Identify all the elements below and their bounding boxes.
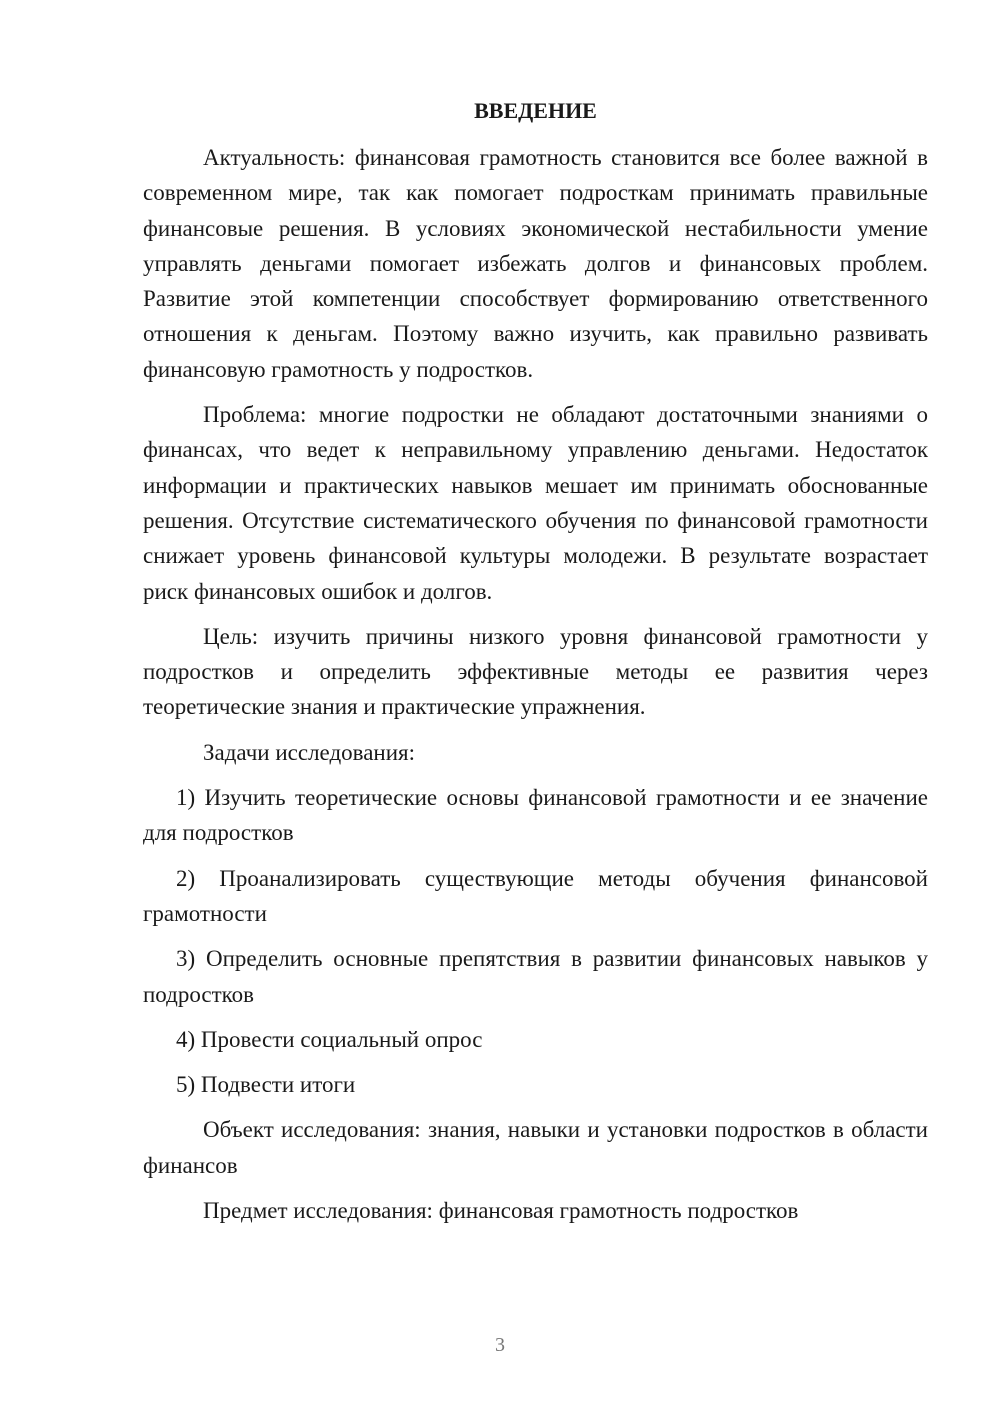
subject-paragraph: Предмет исследования: финансовая грамотность подростков (203, 1198, 799, 1224)
page-number: 3 (495, 1334, 505, 1356)
problem-paragraph: Проблема: многие подростки не обладают достаточными знаниями о финансах, что ведет к неправильному управлению деньгами. Недостаток информации и практических навыков мешает им принимать обоснованные решения. Отсутствие систематического обучения по финансовой грамотности снижает уровень финансовой культуры молодежи. В результате возрастает риск финансовых ошибок и долгов. (143, 402, 928, 604)
task-item-2: 2) Проанализировать существующие методы обучения финансовой грамотности (143, 865, 928, 926)
task-item-1: 1) Изучить теоретические основы финансовой грамотности и ее значение для подростков (143, 785, 928, 846)
tasks-title: Задачи исследования: (203, 739, 416, 765)
relevance-paragraph: Актуальность: финансовая грамотность становится все более важной в современном мире, так как помогает подросткам принимать правильные финансовые решения. В условиях экономической нестабильности умение управлять деньгами помогает избежать долгов и финансовых проблем. Развитие этой компетенции способствует формированию ответственного отношения к деньгам. Поэтому важно изучить, как правильно развивать финансовую грамотность у подростков. (143, 145, 928, 382)
task-item-3: 3) Определить основные препятствия в развитии финансовых навыков у подростков (143, 946, 928, 1007)
goal-paragraph: Цель: изучить причины низкого уровня финансовой грамотности у подростков и определить эффективные методы ее развития через теоретические знания и практические упражнения. (143, 623, 928, 720)
task-item-4: 4) Провести социальный опрос (176, 1026, 483, 1052)
task-item-5: 5) Подвести итоги (176, 1072, 356, 1098)
page-title: ВВЕДЕНИЕ (474, 98, 597, 123)
document-page (143, 96, 928, 1228)
object-paragraph: Объект исследования: знания, навыки и установки подростков в области финансов (143, 1117, 928, 1178)
